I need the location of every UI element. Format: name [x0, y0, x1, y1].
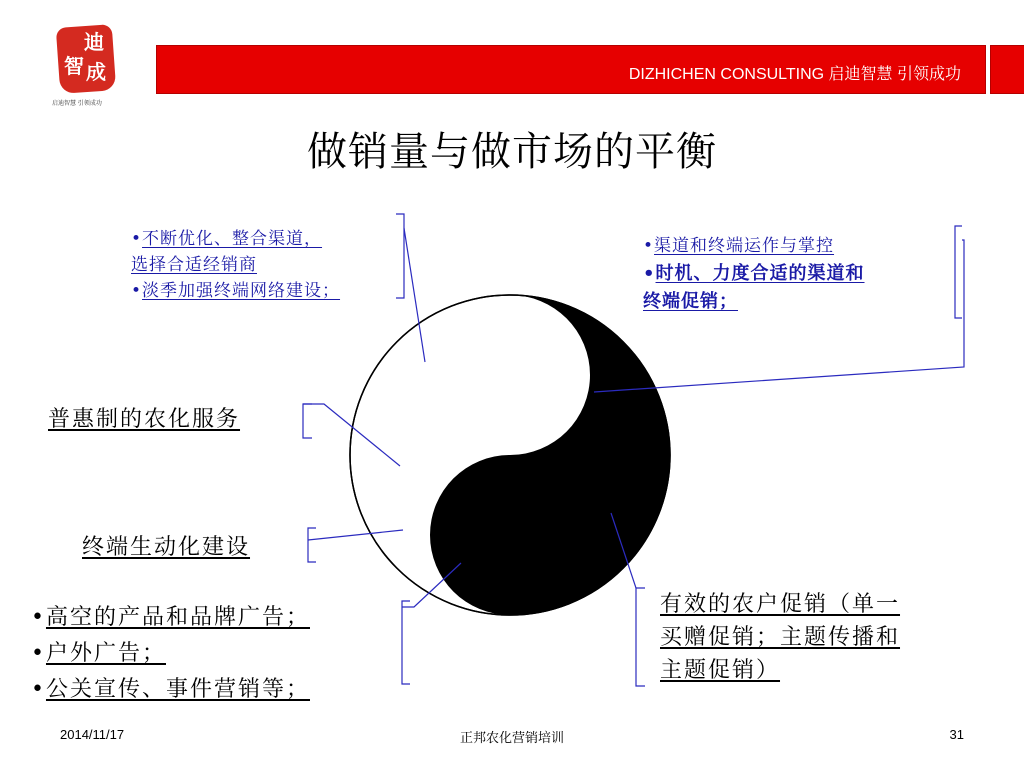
note-text: 不断优化、整合渠道，: [142, 229, 323, 249]
footer-date: 2014/11/17: [60, 727, 125, 742]
logo-tagline: 启迪智慧 引领成功: [52, 100, 102, 107]
bracket-bottom-left: [402, 601, 410, 684]
page-number: 31: [949, 727, 964, 742]
bullet: •: [31, 641, 46, 666]
taiji-market-char: 场: [469, 559, 496, 589]
note-text: 淡季加强终端网络建设；: [142, 281, 341, 301]
logo-char-2: 智: [64, 54, 84, 78]
footer-title: 正邦农化营销培训: [459, 731, 564, 746]
note-text: 有效的农户促销（单一: [660, 592, 901, 617]
bracket-top-right: [955, 226, 962, 318]
bracket-left-low: [308, 528, 316, 562]
note-bottom-left: [31, 600, 310, 708]
note-text: 公关宣传、事件营销等；: [45, 677, 310, 702]
note-text: 选择合适经销商: [131, 255, 257, 275]
yin-dot: [535, 518, 555, 538]
bullet: •: [31, 677, 46, 702]
note-text: 买赠促销；主题传播和: [660, 625, 901, 650]
note-text: 户外广告；: [45, 641, 166, 666]
bracket-left-mid: [303, 404, 312, 438]
note-text: 终端促销；: [643, 291, 738, 312]
note-left-low: 终端生动化建设: [82, 535, 251, 560]
logo-char-1: 迪: [84, 30, 104, 54]
note-text: 高空的产品和品牌广告；: [45, 605, 310, 630]
bullet: •: [31, 605, 46, 630]
taiji-sales-char: 做: [530, 332, 557, 362]
bullet: •: [643, 236, 655, 256]
yang-dot: [469, 366, 489, 386]
note-text: 主题促销）: [660, 658, 781, 683]
taiji-sales-label: [527, 327, 561, 447]
taiji-market-char: 市: [469, 519, 496, 549]
bullet: •: [643, 263, 656, 284]
note-top-left: [131, 226, 340, 304]
bullet: •: [131, 281, 143, 301]
taiji-sales-char: 销: [530, 372, 557, 402]
bracket-top-left: [396, 214, 404, 298]
taiji-market-char: 做: [469, 479, 496, 509]
slide-title: 做销量与做市场的平衡: [307, 129, 717, 175]
note-text: 渠道和终端运作与掌控: [654, 236, 835, 256]
taiji-sales-char: 量: [530, 412, 557, 442]
banner-text: DIZHICHEN CONSULTING 启迪智慧 引领成功: [628, 66, 961, 83]
note-bottom-right: [660, 588, 900, 687]
note-left-mid: 普惠制的农化服务: [48, 407, 241, 432]
bracket-bottom-right: [636, 588, 645, 686]
bullet: •: [131, 229, 143, 249]
taiji-market-label: [466, 474, 500, 594]
logo-char-3: 成: [86, 60, 106, 84]
note-top-right: [643, 232, 865, 316]
note-text: 时机、力度合适的渠道和: [655, 263, 865, 284]
yin-yang-icon: [350, 295, 670, 615]
